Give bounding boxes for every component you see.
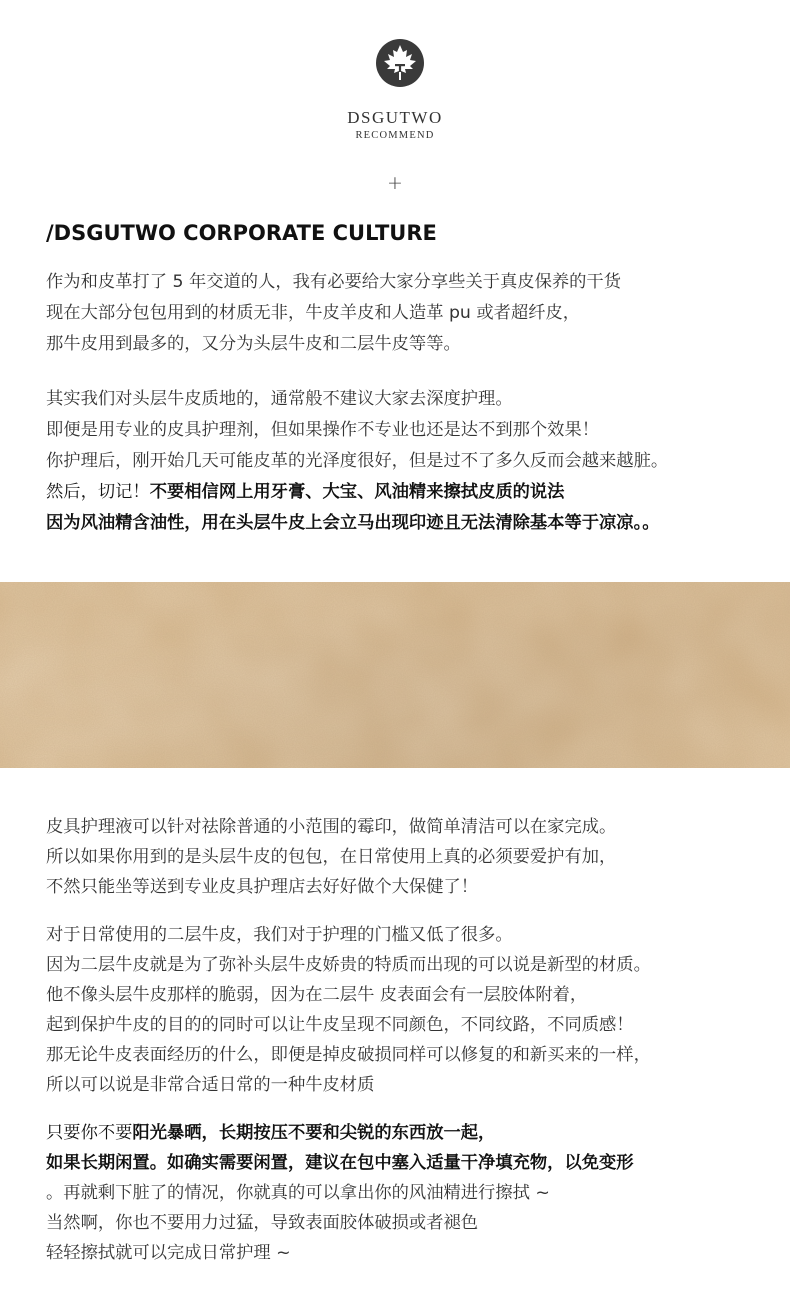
brand-subtitle: RECOMMEND (355, 130, 435, 141)
tips-bold-1: 阳光暴晒，长期按压不要和尖锐的东西放一起， (132, 1123, 496, 1143)
intro-paragraph (46, 267, 621, 360)
second-layer-line: 他不像头层牛皮那样的脆弱，因为在二层牛 皮表面会有一层胶体附着， (46, 985, 588, 1005)
care-warning-line-2: 因为风油精含油性，用在头层牛皮上会立马出现印迹且无法清除基本等于凉凉。。 (46, 513, 660, 533)
tips-prefix: 只要你不要 (46, 1123, 133, 1143)
tips-line: 当然啊，你也不要用力过猛，导致表面胶体破损或者褪色 (46, 1213, 479, 1233)
solution-line: 不然只能坐等送到专业皮具护理店去好好做个大保健了！ (46, 877, 479, 897)
solution-line: 皮具护理液可以针对祛除普通的小范围的霉印，做简单清洁可以在家完成。 (46, 817, 617, 837)
care-paragraph (46, 384, 668, 539)
warning-bold: 不要相信网上用牙膏、大宝、风油精来擦拭皮质的说法 (149, 482, 565, 502)
tips-line-2: 如果长期闲置。如确实需要闲置，建议在包中塞入适量干净填充物，以免变形 (46, 1153, 634, 1173)
solution-paragraph (46, 812, 616, 902)
section-title: /DSGUTWO CORPORATE CULTURE (46, 221, 437, 245)
care-line: 其实我们对头层牛皮质地的，通常般不建议大家去深度护理。 (46, 389, 513, 409)
care-line: 你护理后，刚开始几天可能皮革的光泽度很好，但是过不了多久反而会越来越脏。 (46, 451, 669, 471)
leather-texture-image (0, 582, 790, 768)
plus-divider: + (387, 172, 403, 194)
brand-name: DSGUTWO (347, 108, 443, 127)
second-layer-line: 那无论牛皮表面经历的什么，即便是掉皮破损同样可以修复的和新买来的一样， (46, 1045, 651, 1065)
tips-paragraph (46, 1118, 634, 1268)
second-layer-line: 起到保护牛皮的目的的同时可以让牛皮呈现不同颜色，不同纹路，不同质感！ (46, 1015, 634, 1035)
maple-leaf-logo-icon (376, 39, 424, 87)
intro-line: 那牛皮用到最多的，又分为头层牛皮和二层牛皮等等。 (46, 334, 461, 354)
tips-line: 轻轻擦拭就可以完成日常护理 ~ (46, 1243, 291, 1263)
second-layer-line: 因为二层牛皮就是为了弥补头层牛皮娇贵的特质而出现的可以说是新型的材质。 (46, 955, 651, 975)
second-layer-line: 对于日常使用的二层牛皮，我们对于护理的门槛又低了很多。 (46, 925, 513, 945)
solution-line: 所以如果你用到的是头层牛皮的包包，在日常使用上真的必须要爱护有加， (46, 847, 617, 867)
warning-prefix: 然后，切记！ (46, 482, 150, 502)
intro-line: 现在大部分包包用到的材质无非，牛皮羊皮和人造革 pu 或者超纤皮， (46, 303, 581, 323)
tips-line: 。再就剩下脏了的情况，你就真的可以拿出你的风油精进行擦拭 ~ (46, 1183, 550, 1203)
second-layer-paragraph (46, 920, 651, 1100)
care-warning-line (46, 477, 668, 508)
intro-line: 作为和皮革打了 5 年交道的人，我有必要给大家分享些关于真皮保养的干货 (46, 272, 621, 292)
care-line: 即便是用专业的皮具护理剂，但如果操作不专业也还是达不到那个效果！ (46, 420, 600, 440)
second-layer-line: 所以可以说是非常合适日常的一种牛皮材质 (46, 1075, 375, 1095)
tips-line-1 (46, 1118, 634, 1148)
